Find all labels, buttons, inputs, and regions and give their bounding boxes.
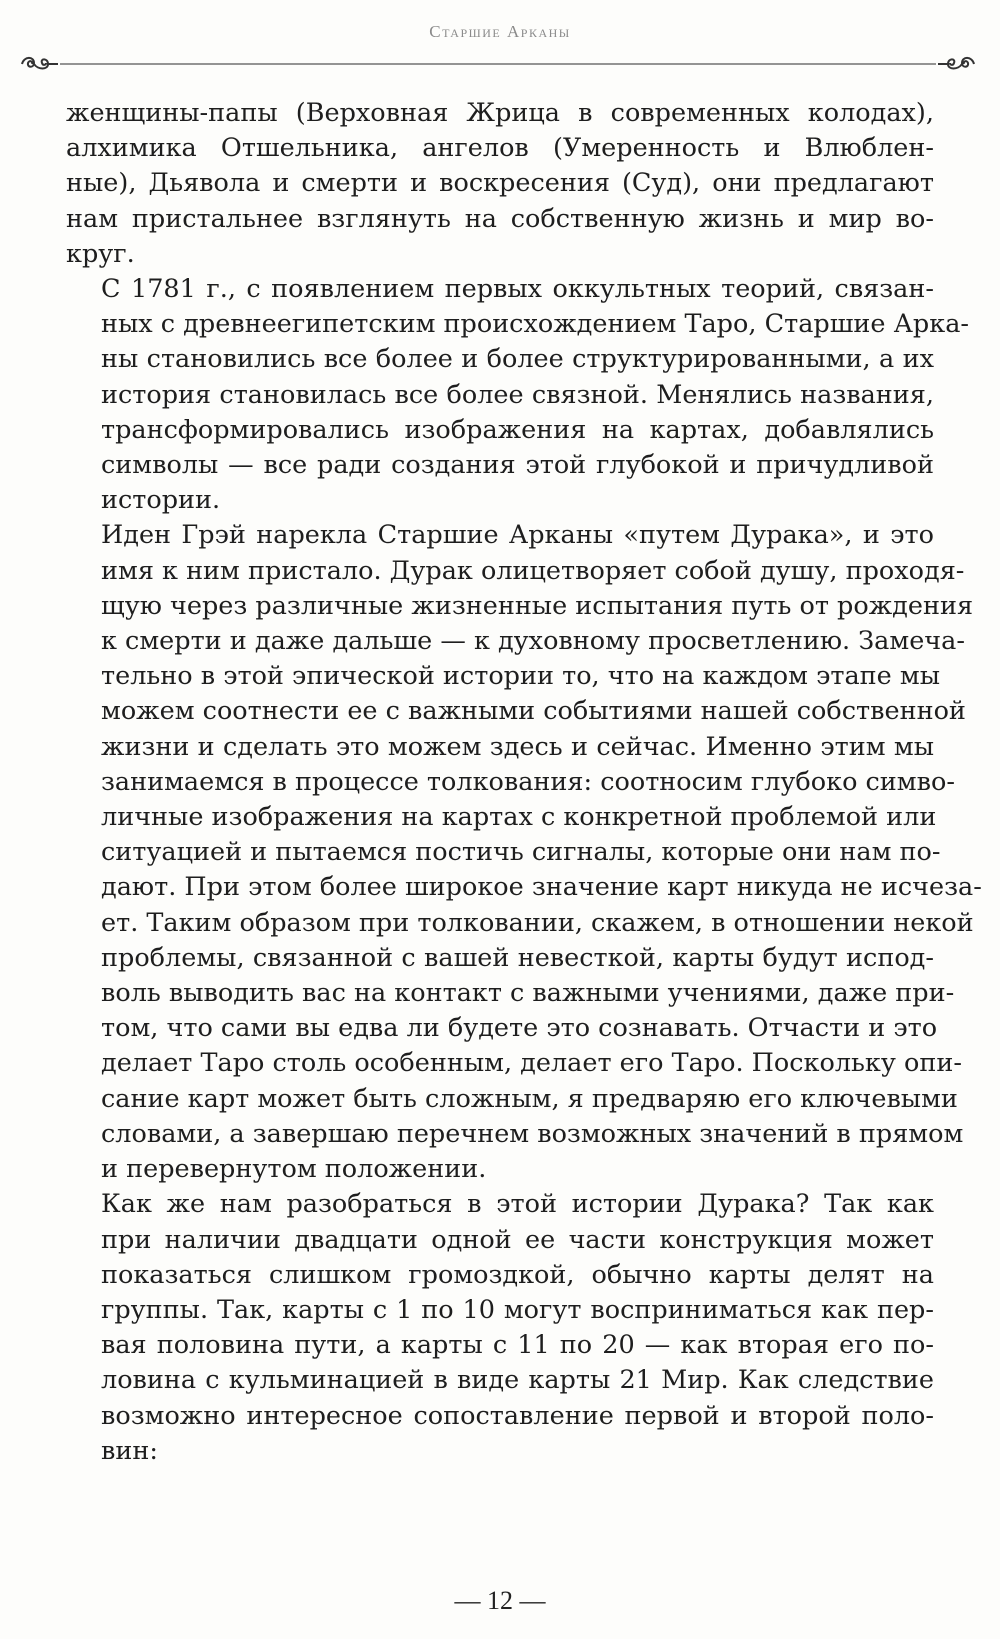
text-line: занимаемся в процессе толкования: соотносим глубоко симво- [101,766,955,797]
paragraph [66,518,982,1187]
text-line: воль выводить вас на контакт с важными учениями, даже при- [101,978,955,1009]
paragraph [66,1187,934,1469]
text-line: при наличии двадцати одной ее части конструкция может [101,1224,934,1255]
text-line: личные изображения на картах с конкретной проблемой или [101,802,937,833]
text-line: вая половина пути, а карты с 11 по 20 — как вторая его по- [101,1330,934,1361]
text-line: дают. При этом более широкое значение карт никуда не исчеза- [101,872,982,903]
text-line: показаться слишком громоздкой, обычно карты делят на [101,1259,934,1290]
text-line: сание карт может быть сложным, я предваряю его ключевыми [101,1083,958,1114]
text-line: том, что сами вы едва ли будете это сознавать. Отчасти и это [101,1013,938,1044]
text-line: Иден Грэй нарекла Старшие Арканы «путем Дурака», и это [101,520,934,551]
text-line: возможно интересное сопоставление первой и второй поло- [101,1400,934,1431]
paragraph [66,96,934,272]
text-line: жизни и сделать это можем здесь и сейчас. Именно этим мы [101,731,934,762]
text-line: нам пристальнее взглянуть на собственную жизнь и мир во- [66,203,934,234]
text-line: Как же нам разобраться в этой истории Дурака? Так как [101,1189,934,1220]
header-rule [18,52,978,76]
text-line: круг. [66,238,135,269]
text-line: тельно в этой эпической истории то, что на каждом этапе мы [101,661,940,692]
text-line: ные), Дьявола и смерти и воскресения (Суд), они предлагают [66,168,934,199]
right-flourish-icon [938,58,974,69]
text-line: словами, а завершаю перечнем возможных значений в прямом [101,1118,964,1149]
text-line: имя к ним пристало. Дурак олицетворяет собой душу, проходя- [101,555,965,586]
text-line: делает Таро столь особенным, делает его Таро. Поскольку опи- [101,1048,962,1079]
text-line: история становилась все более связной. Менялись названия, [101,379,934,410]
text-line: вин: [101,1435,158,1466]
text-line: щую через различные жизненные испытания путь от рождения [101,590,974,621]
text-line: ловина с кульминацией в виде карты 21 Мир. Как следствие [101,1365,934,1396]
text-line: алхимика Отшельника, ангелов (Умеренность и Влюблен- [66,133,934,164]
paragraph [66,272,970,518]
text-line: проблемы, связанной с вашей невесткой, карты будут испод- [101,942,934,973]
text-line: можем соотнести ее с важными событиями нашей собственной [101,696,966,727]
text-line: истории. [101,485,221,516]
text-line: ситуацией и пытаемся постичь сигналы, которые они нам по- [101,837,941,868]
text-line: ны становились все более и более структурированными, а их [101,344,934,375]
text-line: и перевернутом положении. [101,1154,487,1185]
body-text [66,96,982,1469]
left-flourish-icon [22,58,58,69]
text-line: С 1781 г., с появлением первых оккультных теорий, связан- [101,274,934,305]
running-head: Старшие Арканы [429,22,571,41]
text-line: ных с древнеегипетским происхождением Таро, Старшие Арка- [101,309,970,340]
text-line: группы. Так, карты с 1 по 10 могут восприниматься как пер- [101,1294,934,1325]
text-line: ет. Таким образом при толковании, скажем, в отношении некой [101,907,974,938]
page-number: — 12 — [454,1586,546,1615]
text-line: символы — все ради создания этой глубокой и причудливой [101,450,934,481]
text-line: женщины-папы (Верховная Жрица в современных колодах), [66,98,934,128]
text-line: к смерти и даже дальше — к духовному просветлению. Замеча- [101,626,965,657]
text-line: трансформировались изображения на картах, добавлялись [101,414,934,445]
